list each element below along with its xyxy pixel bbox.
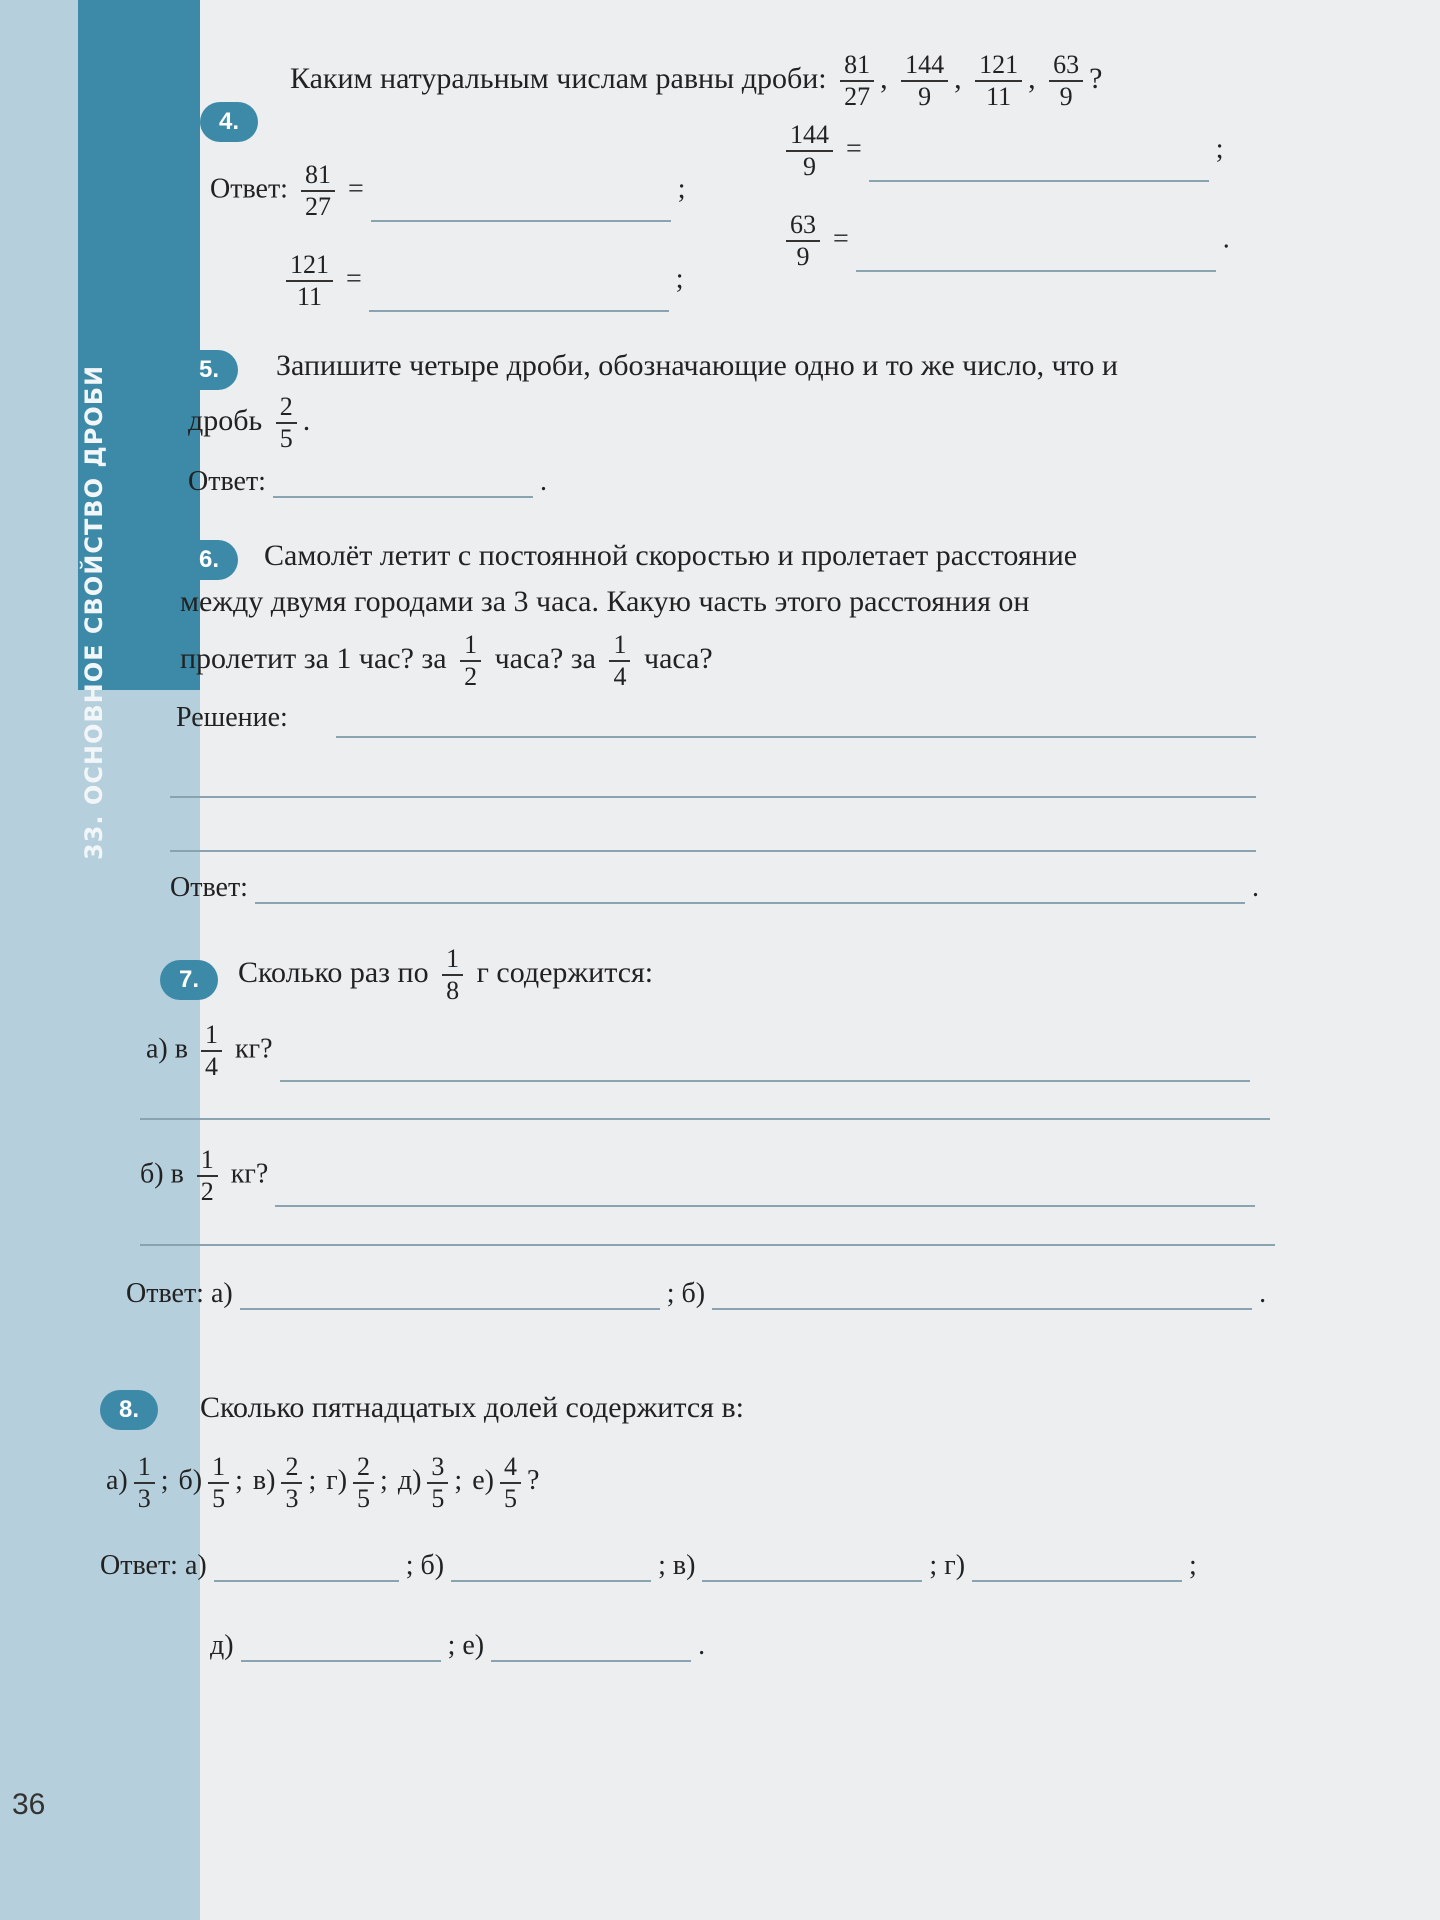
task-5 xyxy=(140,330,1280,510)
equals-sign: = xyxy=(347,173,364,205)
fraction xyxy=(281,1452,302,1514)
task-4 xyxy=(140,20,1280,310)
denominator: 11 xyxy=(986,82,1012,111)
task-4-question: Каким натуральным числам равны дроби: $\frac{81}{27}$ , $\frac{144}{9}$ , $\frac{121}{11}$ , $\frac{63}{9}$ ? xyxy=(290,50,1103,111)
answer-field[interactable] xyxy=(273,476,533,498)
solution-line[interactable] xyxy=(140,1244,1275,1246)
fraction xyxy=(460,630,481,692)
question-text: Сколько раз по xyxy=(238,955,429,989)
fraction-item xyxy=(326,1452,388,1513)
fraction-item xyxy=(472,1452,540,1513)
separator: ; xyxy=(235,1465,243,1497)
numerator: 3 xyxy=(427,1452,448,1484)
numerator: 1 xyxy=(208,1452,229,1484)
denominator: 2 xyxy=(200,1177,214,1206)
denominator: 5 xyxy=(279,424,293,453)
part-label: а) в xyxy=(146,1033,188,1065)
task-7-question xyxy=(238,944,653,1006)
numerator: 81 xyxy=(840,50,874,82)
fraction-item xyxy=(106,1452,169,1513)
denominator: 4 xyxy=(613,662,627,691)
answer-field[interactable] xyxy=(255,882,1245,904)
answer-label: Ответ: xyxy=(100,1550,178,1581)
denominator: 5 xyxy=(212,1484,226,1513)
equals-sign: = xyxy=(833,223,849,255)
answer-field-a[interactable] xyxy=(240,1288,660,1310)
task-number-badge: 5. xyxy=(180,350,238,390)
numerator: 1 xyxy=(442,944,463,976)
answer-field[interactable] xyxy=(702,1560,922,1582)
equals-sign: = xyxy=(846,133,862,165)
item-label: а) xyxy=(106,1465,128,1497)
chapter-label: 33. ОСНОВНОЕ СВОЙСТВО ДРОБИ xyxy=(80,364,108,860)
numerator: 1 xyxy=(134,1452,155,1484)
answer-field[interactable] xyxy=(280,1060,1250,1082)
task-5-question-line1: Запишите четыре дроби, обозначающие одно и то же число, что и xyxy=(276,349,1118,382)
numerator: 63 xyxy=(1049,50,1083,82)
numerator: 4 xyxy=(500,1452,521,1484)
fraction xyxy=(301,160,335,222)
answer-row: Ответ: а) ; б) . xyxy=(126,1278,1267,1309)
denominator: 5 xyxy=(431,1484,445,1513)
part-label: а) xyxy=(184,1550,207,1581)
numerator: 2 xyxy=(276,392,297,424)
numerator: 1 xyxy=(201,1020,222,1052)
answer-label: Ответ: xyxy=(210,173,288,205)
fraction xyxy=(197,1145,218,1207)
denominator: 9 xyxy=(1059,82,1073,111)
denominator: 4 xyxy=(204,1052,218,1081)
numerator: 121 xyxy=(286,250,333,282)
item-label: г) xyxy=(326,1465,348,1497)
part-b-row xyxy=(140,1145,1255,1207)
answer-label: Ответ: а) xyxy=(126,1278,233,1309)
numerator: 63 xyxy=(786,210,820,242)
solution-line[interactable] xyxy=(336,736,1256,738)
question-text: дробь xyxy=(188,403,263,437)
question-text: часа? xyxy=(643,641,713,675)
answer-row-4: $\frac{63}{9}$ = . xyxy=(780,210,1230,272)
denominator: 27 xyxy=(844,82,871,111)
denominator: 11 xyxy=(296,282,323,311)
answer-field[interactable] xyxy=(371,200,671,222)
numerator: 81 xyxy=(301,160,335,192)
task-7 xyxy=(126,930,1280,1350)
denominator: 3 xyxy=(137,1484,151,1513)
numerator: 2 xyxy=(281,1452,302,1484)
fraction xyxy=(286,250,333,312)
answer-field[interactable] xyxy=(214,1560,399,1582)
denominator: 5 xyxy=(357,1484,371,1513)
answer-label: ; б) xyxy=(666,1278,706,1309)
unit: кг? xyxy=(230,1158,269,1190)
fraction xyxy=(1049,50,1083,112)
part-label: е) xyxy=(462,1630,485,1661)
answer-field[interactable] xyxy=(241,1640,441,1662)
fraction-item xyxy=(397,1452,463,1513)
denominator: 9 xyxy=(918,82,932,111)
answer-field[interactable] xyxy=(869,160,1209,182)
answer-label: Ответ: xyxy=(170,872,248,903)
answer-row-2: $\frac{144}{9}$ = ; xyxy=(780,120,1224,182)
page-number: 36 xyxy=(12,1788,46,1821)
answer-row: Ответ: . xyxy=(188,466,547,497)
separator: ; xyxy=(454,1465,463,1497)
denominator: 9 xyxy=(796,242,810,271)
numerator: 144 xyxy=(901,50,948,82)
separator: ; xyxy=(380,1465,388,1497)
part-a-row xyxy=(146,1020,1250,1082)
part-label: г) xyxy=(944,1550,966,1581)
fraction xyxy=(201,1020,222,1082)
part-label: в) xyxy=(672,1550,696,1581)
task-number-badge: 8. xyxy=(100,1390,158,1430)
separator: ? xyxy=(526,1465,540,1497)
fraction xyxy=(442,944,463,1006)
item-label: в) xyxy=(252,1465,276,1497)
answer-field[interactable] xyxy=(369,290,669,312)
answer-row-3: $\frac{121}{11}$ = ; xyxy=(280,250,684,312)
separator: ; xyxy=(160,1465,169,1497)
numerator: 1 xyxy=(460,630,481,662)
fraction xyxy=(134,1452,155,1514)
task-5-question-line2: дробь $\frac{2}{5}$ . xyxy=(188,392,311,453)
fraction xyxy=(427,1452,448,1514)
answer-field[interactable] xyxy=(451,1560,651,1582)
numerator: 144 xyxy=(786,120,833,152)
task-8-question: Сколько пятнадцатых долей содержится в: xyxy=(200,1391,744,1424)
fraction xyxy=(609,630,630,692)
question-text: г содержится: xyxy=(476,955,654,989)
fraction xyxy=(786,120,833,182)
task-number-badge: 7. xyxy=(160,960,218,1000)
task-number-badge: 4. xyxy=(200,102,258,142)
answer-row-1: Ответ: $\frac{81}{27}$ = ; xyxy=(210,160,686,221)
question-text: Каким натуральным числам равны дроби: xyxy=(290,61,827,95)
fraction-item xyxy=(178,1452,243,1513)
denominator: 27 xyxy=(304,192,331,221)
answer-row-2: д) ; е) . xyxy=(210,1630,706,1661)
numerator: 1 xyxy=(609,630,630,662)
numerator: 2 xyxy=(353,1452,374,1484)
answer-field[interactable] xyxy=(972,1560,1182,1582)
answer-label: Ответ: xyxy=(188,466,266,497)
solution-line[interactable] xyxy=(140,1118,1270,1120)
task-8-items xyxy=(106,1452,549,1514)
answer-field-b[interactable] xyxy=(712,1288,1252,1310)
fraction xyxy=(786,210,820,272)
task-6-line1: Самолёт летит с постоянной скоростью и пролетает расстояние xyxy=(264,539,1078,572)
fraction-item xyxy=(252,1452,317,1513)
unit: кг? xyxy=(234,1033,273,1065)
denominator: 2 xyxy=(464,662,478,691)
item-label: б) xyxy=(178,1465,203,1497)
answer-field[interactable] xyxy=(491,1640,691,1662)
solution-line[interactable] xyxy=(170,796,1256,798)
fraction xyxy=(276,392,297,454)
fraction xyxy=(901,50,948,112)
denominator: 3 xyxy=(285,1484,299,1513)
numerator: 1 xyxy=(197,1145,218,1177)
denominator: 8 xyxy=(446,976,460,1005)
answer-field[interactable] xyxy=(856,250,1216,272)
fraction xyxy=(840,50,874,112)
part-label: д) xyxy=(210,1630,234,1661)
task-6 xyxy=(140,510,1280,910)
question-text: часа? за xyxy=(494,641,596,675)
question-text: пролетит за 1 час? за xyxy=(180,641,447,675)
numerator: 121 xyxy=(975,50,1022,82)
task-number-badge: 6. xyxy=(180,540,238,580)
fraction xyxy=(353,1452,374,1514)
task-8 xyxy=(100,1370,1280,1710)
equals-sign: = xyxy=(346,263,362,295)
task-6-line3 xyxy=(180,630,1280,692)
answer-row-1: Ответ: а) ; б) ; в) ; г) ; xyxy=(100,1550,1197,1581)
answer-row: Ответ: . xyxy=(170,872,1259,903)
item-label: д) xyxy=(397,1465,422,1497)
denominator: 9 xyxy=(803,152,816,181)
solution-label: Решение: xyxy=(176,702,288,733)
fraction xyxy=(975,50,1022,112)
separator: ; xyxy=(308,1465,317,1497)
task-6-line2: между двумя городами за 3 часа. Какую часть этого расстояния он xyxy=(180,585,1030,618)
fraction xyxy=(500,1452,521,1514)
fraction xyxy=(208,1452,229,1514)
part-label: б) в xyxy=(140,1158,184,1190)
solution-line[interactable] xyxy=(170,850,1256,852)
part-label: б) xyxy=(420,1550,445,1581)
denominator: 5 xyxy=(503,1484,517,1513)
item-label: е) xyxy=(472,1465,494,1497)
answer-field[interactable] xyxy=(275,1185,1255,1207)
